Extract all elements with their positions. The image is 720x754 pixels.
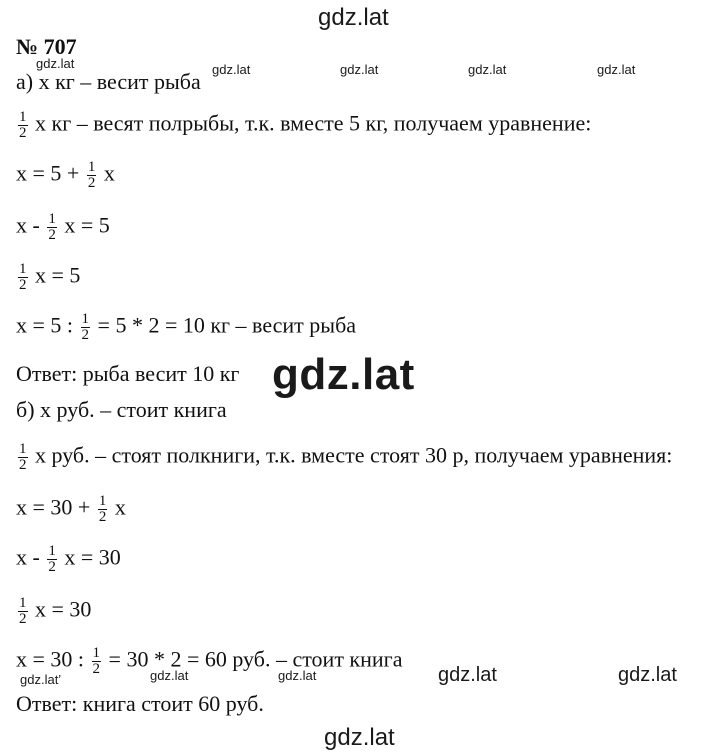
fraction-half: $\frac{1}{2}$ <box>19 109 27 141</box>
watermark-small: gdz.lat <box>340 62 379 77</box>
watermark-large: gdz.lat <box>272 350 415 399</box>
watermark-small: gdz.lat <box>36 56 75 71</box>
fraction-half: $\frac{1}{2}$ <box>48 543 56 575</box>
watermark-small: gdz.lat <box>278 668 317 683</box>
part-b-answer: Ответ: книга стоит 60 руб. <box>16 691 264 716</box>
watermark-top: gdz.lat <box>318 4 389 31</box>
part-b-line-2: $\frac{1}{2}$ x руб. – стоят полкниги, т.к. вместе стоят 30 р, получаем уравнения: <box>19 441 673 473</box>
part-b-line-1: б) x руб. – стоит книга <box>16 397 227 422</box>
part-a-equation-3: $\frac{1}{2}$ x = 5 <box>19 261 81 293</box>
watermark-medium: gdz.lat <box>438 664 497 686</box>
watermark-medium: gdz.lat <box>618 664 677 686</box>
watermark-small: gdz.lat’ <box>20 672 62 687</box>
part-a-answer: Ответ: рыба весит 10 кг <box>16 361 240 386</box>
part-a-line-2: $\frac{1}{2}$ x кг – весят полрыбы, т.к. вместе 5 кг, получаем уравнение: <box>19 109 592 141</box>
part-a-equation-4: x = 5 : $\frac{1}{2}$ = 5 * 2 = 10 кг – весит рыба <box>16 311 357 343</box>
part-a-equation-1: x = 5 + $\frac{1}{2}$ x <box>16 159 115 191</box>
fraction-half: $\frac{1}{2}$ <box>92 645 101 677</box>
watermark-small: gdz.lat <box>468 62 507 77</box>
fraction-half: $\frac{1}{2}$ <box>81 311 90 343</box>
watermark-small: gdz.lat <box>597 62 636 77</box>
fraction-half: $\frac{1}{2}$ <box>19 441 27 473</box>
fraction-half: $\frac{1}{2}$ <box>87 159 96 191</box>
part-a-equation-2: x - $\frac{1}{2}$ x = 5 <box>16 211 110 243</box>
watermark-bottom: gdz.lat <box>324 724 395 751</box>
watermark-small: gdz.lat <box>150 668 189 683</box>
part-b-equation-1: x = 30 + $\frac{1}{2}$ x <box>16 493 126 525</box>
fraction-half: $\frac{1}{2}$ <box>98 493 107 525</box>
fraction-half: $\frac{1}{2}$ <box>48 211 56 243</box>
part-b-equation-4: x = 30 : $\frac{1}{2}$ = 30 * 2 = 60 руб. – стоит книга <box>16 645 403 677</box>
fraction-half: $\frac{1}{2}$ <box>19 595 27 627</box>
part-b-equation-2: x - $\frac{1}{2}$ x = 30 <box>16 543 121 575</box>
watermark-small: gdz.lat <box>212 62 251 77</box>
fraction-half: $\frac{1}{2}$ <box>19 261 27 293</box>
part-a-line-1: а) x кг – весит рыба <box>16 69 201 94</box>
part-b-equation-3: $\frac{1}{2}$ x = 30 <box>19 595 92 627</box>
problem-number: № 707 <box>16 34 77 59</box>
